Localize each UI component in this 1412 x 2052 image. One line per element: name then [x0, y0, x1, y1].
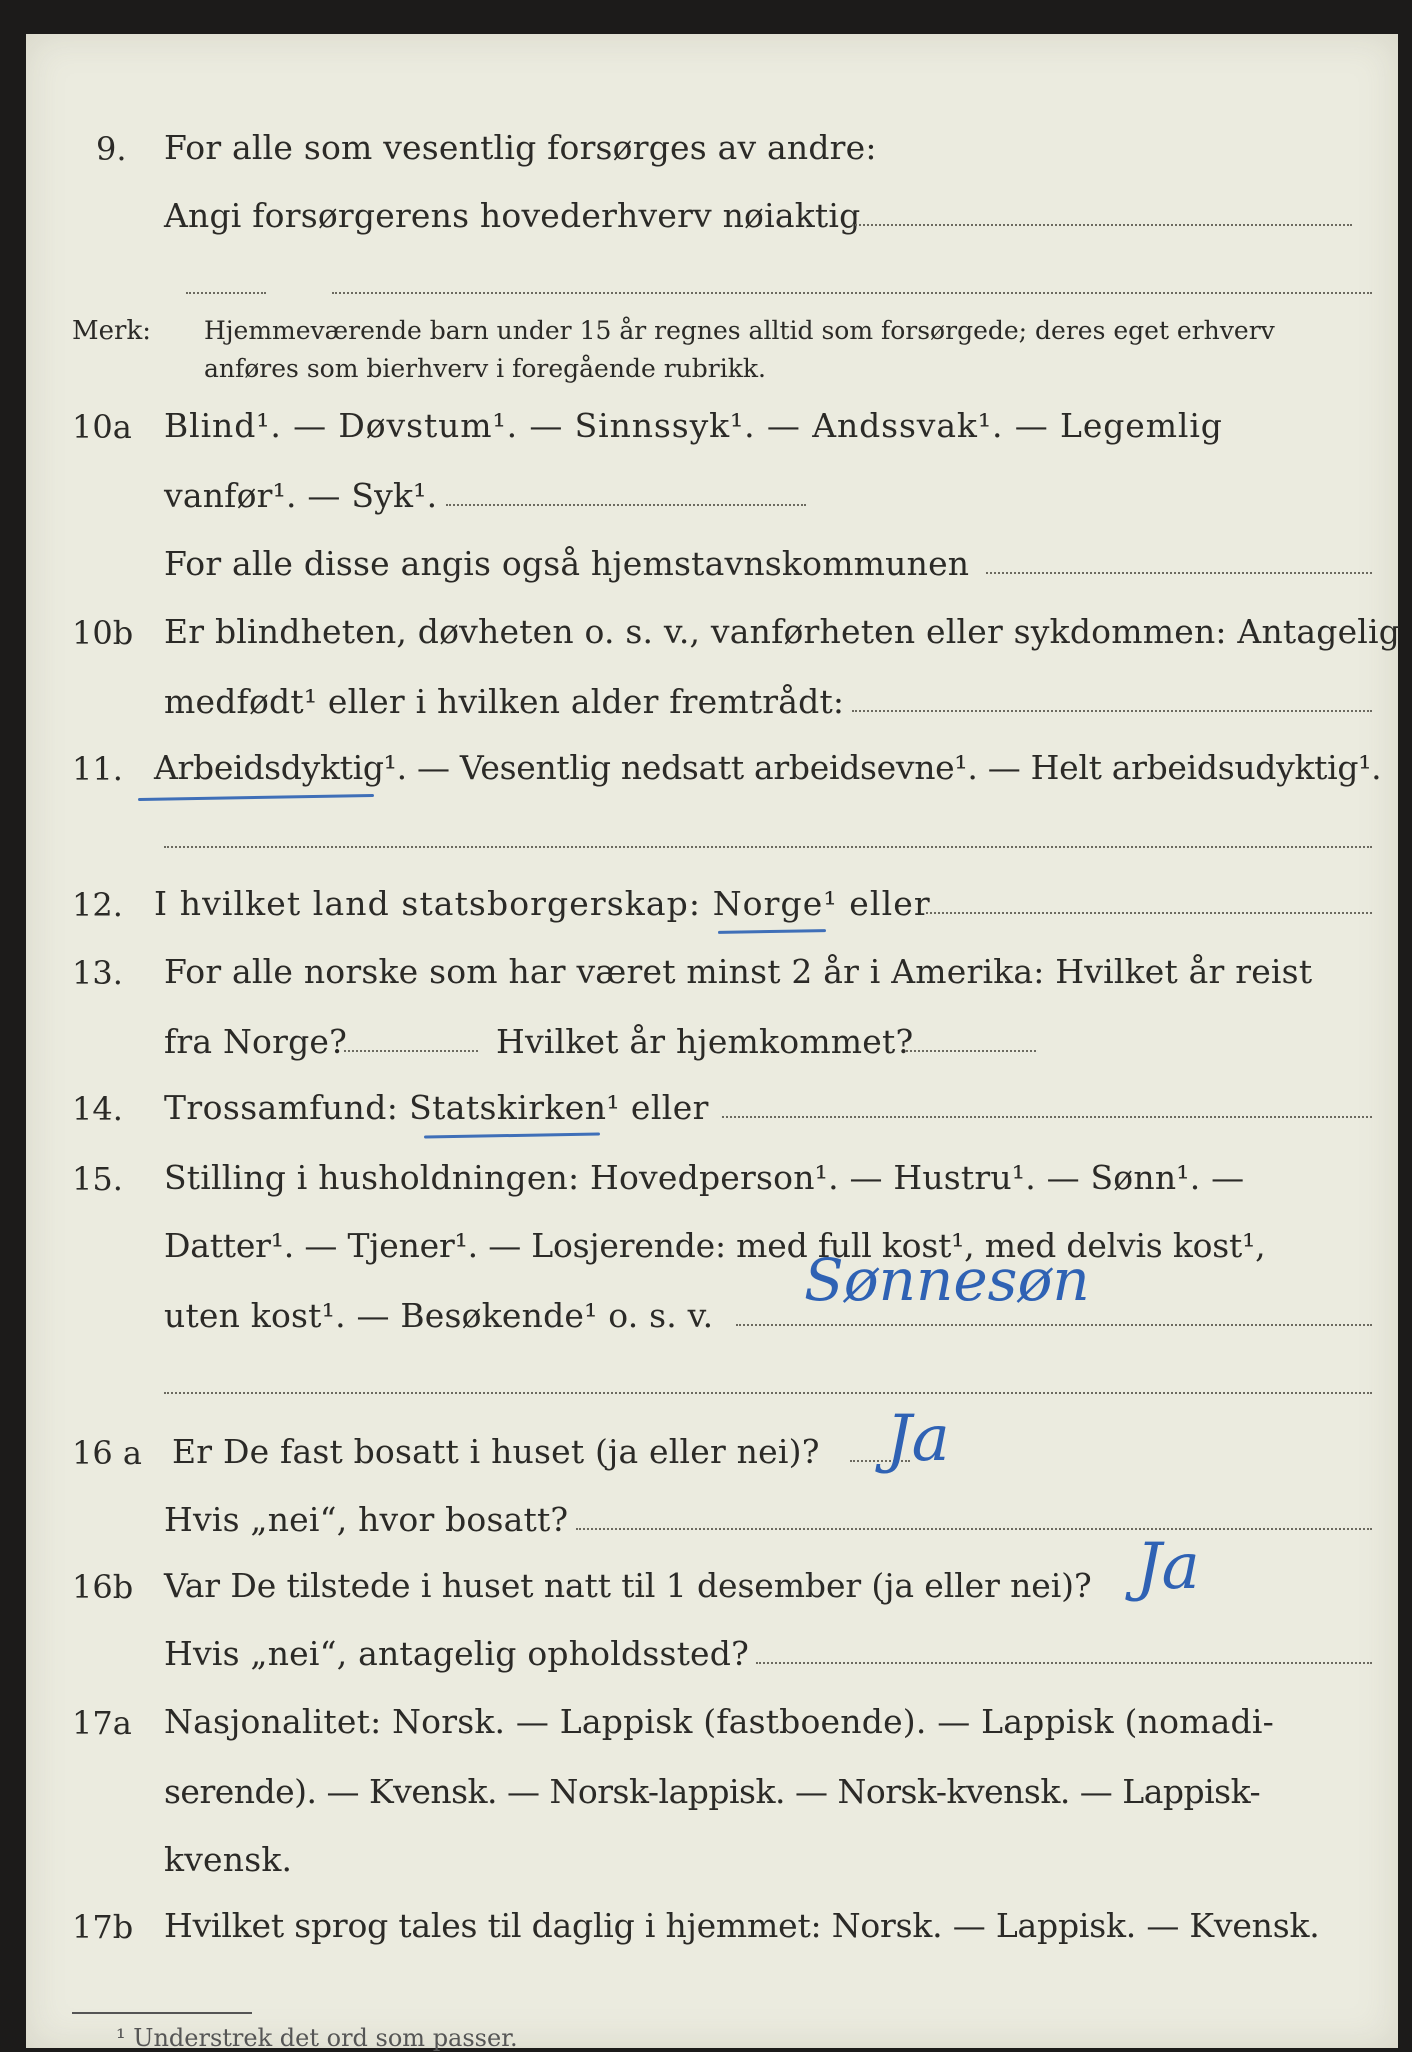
q10b-line2: medfødt¹ eller i hvilken alder fremtrådt:: [164, 682, 845, 721]
q15-handwritten-answer: Sønnesøn: [804, 1246, 1090, 1314]
item-number-14: 14.: [72, 1090, 123, 1128]
q10a-line2: vanfør¹. — Syk¹.: [164, 476, 438, 515]
q17a-line3: kvensk.: [164, 1840, 293, 1879]
q13-line2a: fra Norge?: [164, 1022, 348, 1061]
q15-extra-line[interactable]: [164, 1392, 1372, 1394]
q10a-line3: For alle disse angis også hjemstavnskommunen: [164, 544, 970, 583]
q15-answer-line[interactable]: [736, 1324, 1372, 1326]
q16a-bosatt-line[interactable]: [576, 1528, 1372, 1530]
q12-answer-line[interactable]: [926, 912, 1372, 914]
item-number-16a: 16 a: [72, 1434, 142, 1472]
q15-line3: uten kost¹. — Besøkende¹ o. s. v.: [164, 1296, 714, 1335]
item-number-16b: 16b: [72, 1568, 134, 1606]
q16a-line1: Er De fast bosatt i huset (ja eller nei)?: [172, 1432, 820, 1471]
q10b-line1: Er blindheten, døvheten o. s. v., vanførheten eller sykdommen: Antagelig: [164, 612, 1401, 651]
q13-reist-line[interactable]: [344, 1050, 478, 1052]
q16b-line1: Var De tilstede i huset natt til 1 desember (ja eller nei)?: [164, 1566, 1092, 1605]
footnote: ¹ Understrek det ord som passer.: [116, 2024, 518, 2052]
q13-line2b: Hvilket år hjemkommet?: [496, 1022, 914, 1061]
q14-answer-line[interactable]: [722, 1116, 1372, 1118]
item-number-9: 9.: [96, 130, 127, 168]
q13-line1: For alle norske som har været minst 2 år i Amerika: Hvilket år reist: [164, 952, 1313, 991]
item-number-15: 15.: [72, 1160, 123, 1198]
q14-underline-statskirken: [424, 1132, 600, 1138]
q12-underline-norge: [718, 929, 826, 934]
q10a-syk-line[interactable]: [446, 504, 806, 506]
q12-line1: I hvilket land statsborgerskap: Norge¹ eller: [154, 884, 931, 923]
merk-line1: Hjemmeværende barn under 15 år regnes alltid som forsørgede; deres eget erhverv: [204, 316, 1275, 345]
item-number-17a: 17a: [72, 1704, 132, 1742]
q9-line1: For alle som vesentlig forsørges av andre:: [164, 128, 877, 167]
item-number-10b: 10b: [72, 614, 134, 652]
q11-line1: Arbeidsdyktig¹. — Vesentlig nedsatt arbeidsevne¹. — Helt arbeidsudyktig¹.: [154, 748, 1382, 787]
footnote-rule: [72, 2012, 252, 2014]
item-number-12: 12.: [72, 886, 123, 924]
q16b-line2: Hvis „nei“, antagelig opholdssted?: [164, 1634, 749, 1673]
q9-answer-line[interactable]: [852, 224, 1352, 226]
q10b-answer-line[interactable]: [852, 710, 1372, 712]
q14-line1: Trossamfund: Statskirken¹ eller: [164, 1088, 709, 1127]
merk-label: Merk:: [72, 316, 151, 346]
q9-line2: Angi forsørgerens hovederhverv nøiaktig: [164, 196, 861, 235]
q16b-handwritten-answer: Ja: [1136, 1530, 1200, 1604]
q15-line1: Stilling i husholdningen: Hovedperson¹. — Hustru¹. — Sønn¹. —: [164, 1158, 1245, 1197]
q11-extra-line[interactable]: [164, 846, 1372, 848]
item-number-10a: 10a: [72, 408, 132, 446]
q16b-opholdssted-line[interactable]: [756, 1662, 1372, 1664]
q17a-line1: Nasjonalitet: Norsk. — Lappisk (fastboende). — Lappisk (nomadi-: [164, 1702, 1274, 1741]
q11-underline-arbeidsdyktig: [138, 794, 374, 801]
q16a-handwritten-answer: Ja: [886, 1402, 950, 1476]
q15-line2: Datter¹. — Tjener¹. — Losjerende: med full kost¹, med delvis kost¹,: [164, 1226, 1266, 1265]
q9-extra-line-left[interactable]: [186, 292, 266, 294]
q10a-kommune-line[interactable]: [986, 572, 1372, 574]
census-form-page: [26, 34, 1401, 2052]
q17a-line2: serende). — Kvensk. — Norsk-lappisk. — Norsk-kvensk. — Lappisk-: [164, 1772, 1261, 1811]
q10a-line1: Blind¹. — Døvstum¹. — Sinnssyk¹. — Andssvak¹. — Legemlig: [164, 406, 1223, 445]
q16a-line2: Hvis „nei“, hvor bosatt?: [164, 1500, 569, 1539]
item-number-11: 11.: [72, 750, 123, 788]
q17b-line1: Hvilket sprog tales til daglig i hjemmet: Norsk. — Lappisk. — Kvensk.: [164, 1906, 1320, 1945]
q13-hjemkommet-line[interactable]: [906, 1050, 1036, 1052]
item-number-17b: 17b: [72, 1908, 134, 1946]
merk-line2: anføres som bierhverv i foregående rubrikk.: [204, 354, 766, 383]
q9-extra-line[interactable]: [332, 292, 1372, 294]
item-number-13: 13.: [72, 954, 123, 992]
